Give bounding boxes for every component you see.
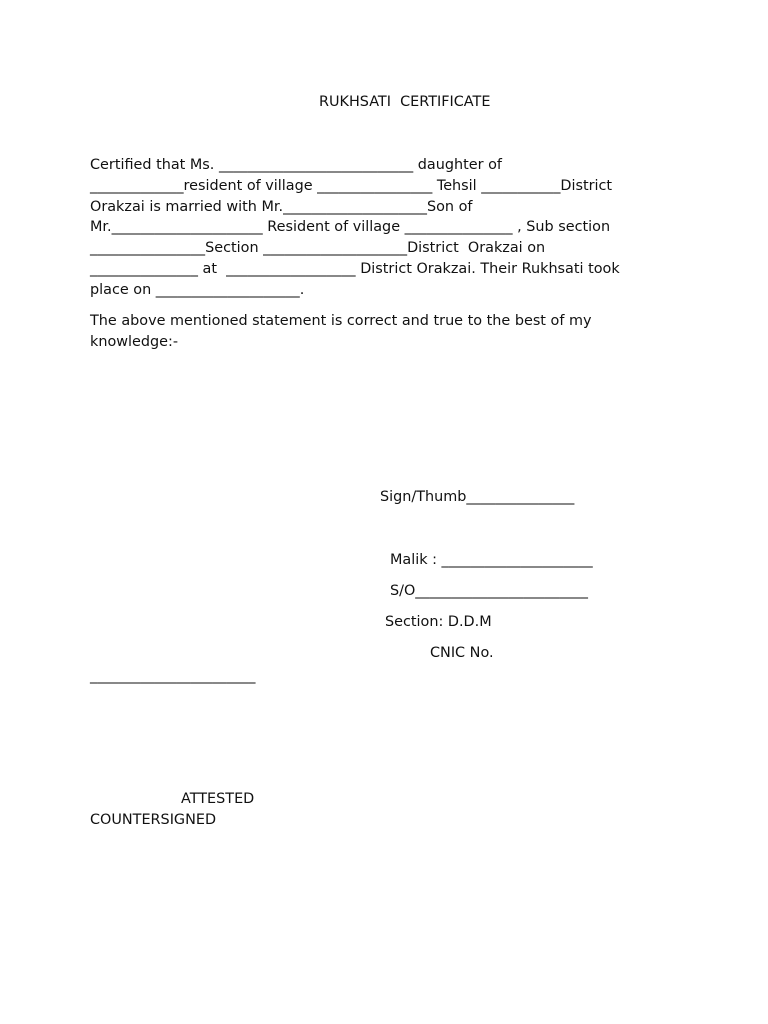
body-line: Orakzai is married with Mr.____________________Son of	[90, 199, 473, 215]
countersigned-label: COUNTERSIGNED	[90, 812, 217, 828]
body-line: place on ____________________.	[90, 282, 305, 298]
cnic-line: _______________________	[90, 668, 256, 684]
certificate-title: RUKHSATI CERTIFICATE	[319, 94, 491, 110]
section-field: Section: D.D.M	[385, 614, 492, 630]
body-line: _______________ at __________________ District Orakzai. Their Rukhsati took	[90, 261, 620, 277]
statement-line: The above mentioned statement is correct and true to the best of my	[90, 313, 592, 329]
so-field: S/O________________________	[390, 583, 588, 599]
statement-line: knowledge:-	[90, 334, 179, 350]
body-line: ________________Section ____________________District Orakzai on	[90, 240, 546, 256]
sign-thumb-field: Sign/Thumb_______________	[380, 489, 575, 505]
cnic-label: CNIC No.	[430, 645, 494, 661]
body-line: Certified that Ms. ___________________________ daughter of	[90, 157, 502, 173]
body-line: _____________resident of village ________________ Tehsil ___________District	[90, 178, 613, 194]
attested-label: ATTESTED	[181, 791, 255, 807]
body-line: Mr._____________________ Resident of village _______________ , Sub section	[90, 219, 611, 235]
malik-field: Malik : _____________________	[390, 552, 593, 568]
